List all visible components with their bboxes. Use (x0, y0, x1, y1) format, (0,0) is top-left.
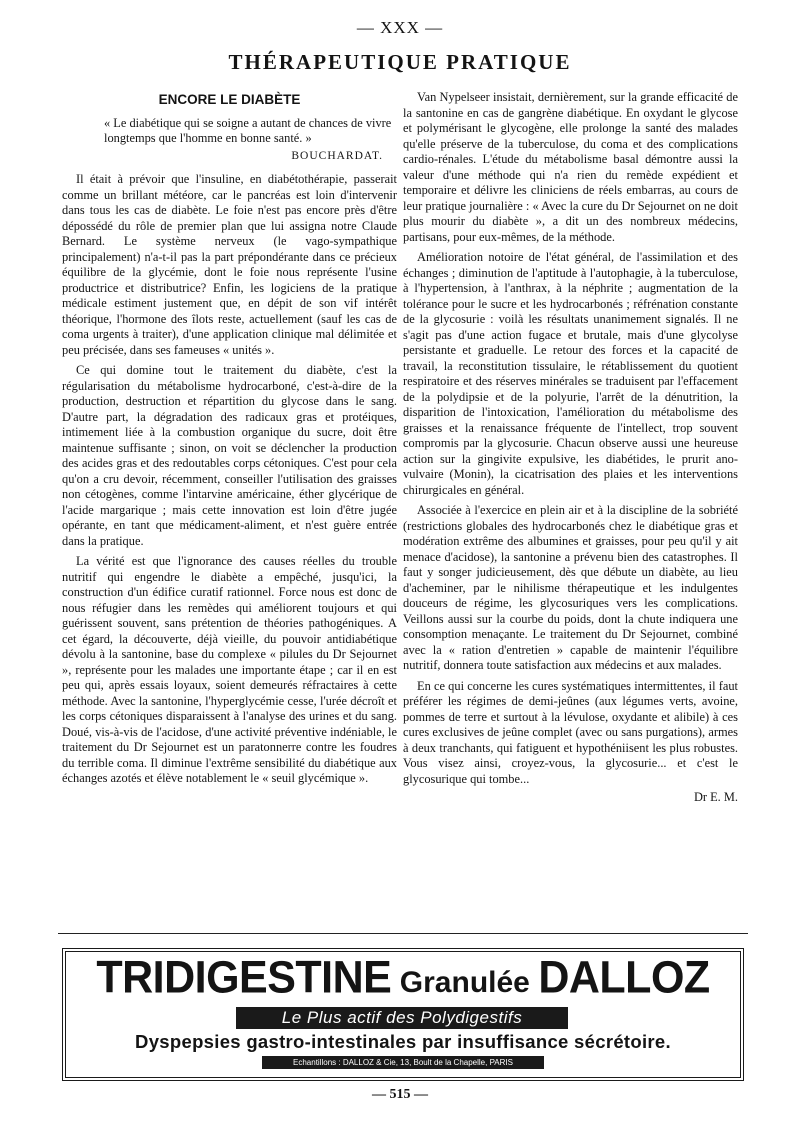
ad-brand-left: TRIDIGESTINE (96, 952, 392, 1004)
ad-subtitle: Dyspepsies gastro-intestinales par insuffisance sécrétoire. (135, 1031, 671, 1052)
paragraph: La vérité est que l'ignorance des causes réelles du trouble nutritif qui engendre le diabète a empêché, jusqu'ici, la construction d'un édifice curatif rationnel. Force nous est donc de nous réfugier dans les remèdes qui améliorent toujours et qui guérissent souvent, sans prétention de théories pathogéniques. A cet égard, la découverte, déjà vieille, du pouvoir antidiabétique dévolu à la santonine, base du complexe « pilules du Dr Sejournet », représente pour les malades une importante étape ; car il en est peu qui, après essais loyaux, soient demeurés réfractaires à cette méthode. Avec la santonine, l'hyperglycémie cesse, l'urée décroît et les corps cétoniques disparaissent à l'analyse des urines et du sang. Doué, vis-à-vis de l'acidose, d'une activité préventive indéniable, le traitement du Dr Sejournet est un paratonnerre contre les foudres du terrible coma. Il diminue l'extrême sensibilité du diabétique aux échanges azotés et élève notablement le « seuil glycémique ». (62, 554, 397, 785)
left-column (62, 90, 397, 792)
ad-headline (66, 954, 740, 1003)
right-column (403, 90, 738, 806)
article-title: ENCORE LE DIABÈTE (158, 92, 301, 107)
roman-page-number: — XXX — (356, 18, 444, 37)
paragraph: En ce qui concerne les cures systématiques intermittentes, il faut préférer les régimes de demi-jeûnes (aux légumes verts, avoine, pommes de terre et surtout à la lévulose, oxydante et alibile) à ces cures exclusives de jeûne complet (avec ou sans purgations), armes à deux tranchants, qui fatiguent et hypothéniisent les plus robustes. Vous visez ainsi, croyez-vous, la glycosurie... et c'est le glycosurique qui tombe... (403, 678, 738, 786)
page-number: — 515 — (372, 1087, 428, 1102)
advertisement (62, 948, 744, 1081)
epigraph: « Le diabétique qui se soigne a autant de chances de vivre longtemps que l'homme en bonne santé. » (104, 115, 392, 145)
paragraph: Il était à prévoir que l'insuline, en diabétothérapie, passerait comme un brillant météore, car le pancréas est loin d'intervenir dans tous les cas de diabète. Le foie n'est pas encore près d'être dépossédé du rôle de premier plan que lui assigna notre Claude Bernard. Le système nerveux (le vago-sympathique principalement) n'a-t-il pas la part prépondérante dans ce précieux équilibre de la glycémie, dont le foie nous représente l'usine productrice et distributrice? Enfin, les logiciens de la pratique médicale estiment justement que, en dépit de son vif intérêt théorique, l'hormone des îlots reste, actuellement (sauf les cas de coma urgents à traiter), d'une application clinique mal délimitée et peu précisée, dans ses fameuses « unités ». (62, 172, 397, 357)
paragraph: Ce qui domine tout le traitement du diabète, c'est la régularisation du métabolisme hydrocarboné, c'est-à-dire de la production, destruction et répartition du glycose dans le sang. D'autre part, la dégradation des radicaux gras et protéiques, intimement liée à la combustion organique du sucre, doit être maintenue suffisante ; sinon, on voit se déclencher la production des acides gras et des redoutables corps cétoniques. C'est pour cela qu'on a cru devoir, récemment, conseiller l'utilisation des graisses non cétogènes, comme l'intarvine américaine, éther glycérique de l'acide margarique ; mais cette innovation est loin d'être jugée opérante, en tant que médicament-aliment, et n'est guère entrée dans la pratique. (62, 363, 397, 548)
signature: Dr E. M. (693, 790, 738, 804)
paragraph: Associée à l'exercice en plein air et à la discipline de la sobriété (restrictions globales des hydrocarbonés chez le diabétique gras et modération extrême des albumines et graisses, pour peu qu'il y ait menace d'acidose), la santonine a prévenu bien des catastrophes. Il faut y songer judicieusement, dès que débute un diabète, au lieu d'acheminer, par le nihilisme thérapeutique et les indulgentes douceurs de régime, les glycosuriques vers les complications. Veillons aussi sur la courbe du poids, dont la chute indiquera une consomption menaçante. Le traitement du Dr Sejournet, combiné avec la « ration d'entretien » capable de maintenir l'équilibre nutritif, donnera toute satisfaction aux médecins et aux malades. (403, 503, 738, 672)
epigraph-author: BOUCHARDAT. (291, 149, 383, 162)
ad-tagline: Le Plus actif des Polydigestifs (236, 1007, 568, 1029)
paragraph: Amélioration notoire de l'état général, de l'assimilation et des échanges ; diminution de l'aptitude à l'autophagie, à la tuberculose, à l'hypertension, à l'anthrax, à la néphrite ; augmentation de la tolérance pour le sucre et les hydrocarbonés ; réfrénation constante de la glycosurie : voilà les résultats unanimement signalés. Il ne s'agit pas d'une action fugace et brutale, mais d'une glycolyse persistante et graduelle. Le retour des forces et la capacité de travail, la reconstitution tissulaire, le rétablissement du quotient respiratoire et des réserves minérales se traduisent par l'effacement de la polydipsie et de la polyurie, l'arrêt de la dénutrition, la disparition de l'intoxication, l'amélioration du métabolisme des graisses et la renaissance fréquente de l'intellect, trop souvent compromis par la glycosurie. Chacun observe aussi une heureuse action sur la gingivite expulsive, les diabétides, le prurit ano-vulvaire (Monin), la cicatrisation des plaies et les interventions chirurgicales en général. (403, 250, 738, 497)
ad-brand-right: DALLOZ (538, 952, 710, 1004)
paragraph: Van Nypelseer insistait, dernièrement, sur la grande efficacité de la santonine en cas de gangrène diabétique. En oxydant le glycose et polymérisant le glycogène, elle prolonge la santé des malades qu'elle préserve de la tuberculose, du coma et des complications cardio-rénales. L'étude du métabolisme basal démontre aussi la valeur d'une méthode qui n'a rien du remède expédient et temporaire et délivre les cliniciens de réels embarras, au cours de leur pratique journalière : « Avec la cure du Dr Sejournet on ne doit plus mourir du diabète », a dit un des nombreux médecins, partisans, pour eux-mêmes, de la méthode. (403, 90, 738, 244)
section-title: THÉRAPEUTIQUE PRATIQUE (228, 50, 572, 74)
divider (58, 933, 748, 934)
ad-address: Echantillons : DALLOZ & Cie, 13, Boult de la Chapelle, PARIS (262, 1056, 544, 1069)
ad-brand-middle: Granulée (399, 966, 530, 999)
